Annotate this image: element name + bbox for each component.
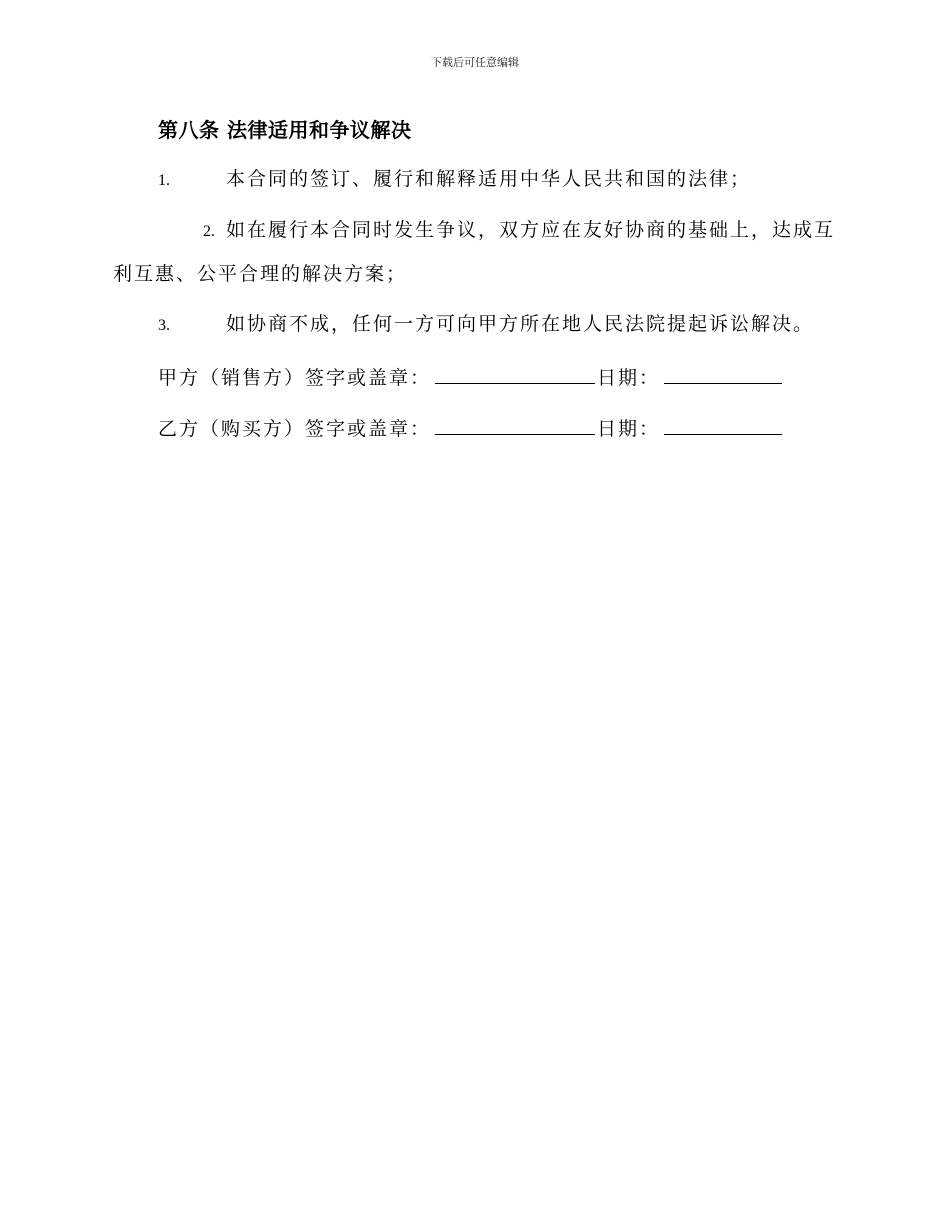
section-title: 第八条 法律适用和争议解决 (158, 118, 412, 142)
clause-number: 2. (203, 223, 215, 240)
clause-number: 3. (158, 317, 170, 334)
party-a-date-label: 日期： (597, 367, 661, 389)
party-b-date-label: 日期： (597, 418, 661, 440)
party-a-label: 甲方（销售方）签字或盖章： (158, 367, 432, 389)
party-a-date-blank[interactable] (664, 357, 782, 384)
clause-text: 如在履行本合同时发生争议，双方应在友好协商的基础上，达成互利互惠、公平合理的解决方案； (113, 219, 836, 285)
clause-text: 如协商不成，任何一方可向甲方所在地人民法院提起诉讼解决。 (226, 313, 815, 335)
party-a-signature-line (158, 357, 782, 398)
party-b-signature-line (158, 408, 782, 449)
clause-number: 1. (158, 172, 170, 189)
party-b-label: 乙方（购买方）签字或盖章： (158, 418, 432, 440)
clause-item-2 (113, 209, 838, 295)
party-a-signature-blank[interactable] (435, 357, 595, 384)
clause-item-1 (158, 158, 838, 202)
clause-text: 本合同的签订、履行和解释适用中华人民共和国的法律； (226, 168, 752, 190)
clause-item-3 (158, 303, 838, 347)
party-b-signature-blank[interactable] (435, 408, 595, 435)
page-header: 下载后可任意编辑 (431, 56, 519, 69)
party-b-date-blank[interactable] (664, 408, 782, 435)
